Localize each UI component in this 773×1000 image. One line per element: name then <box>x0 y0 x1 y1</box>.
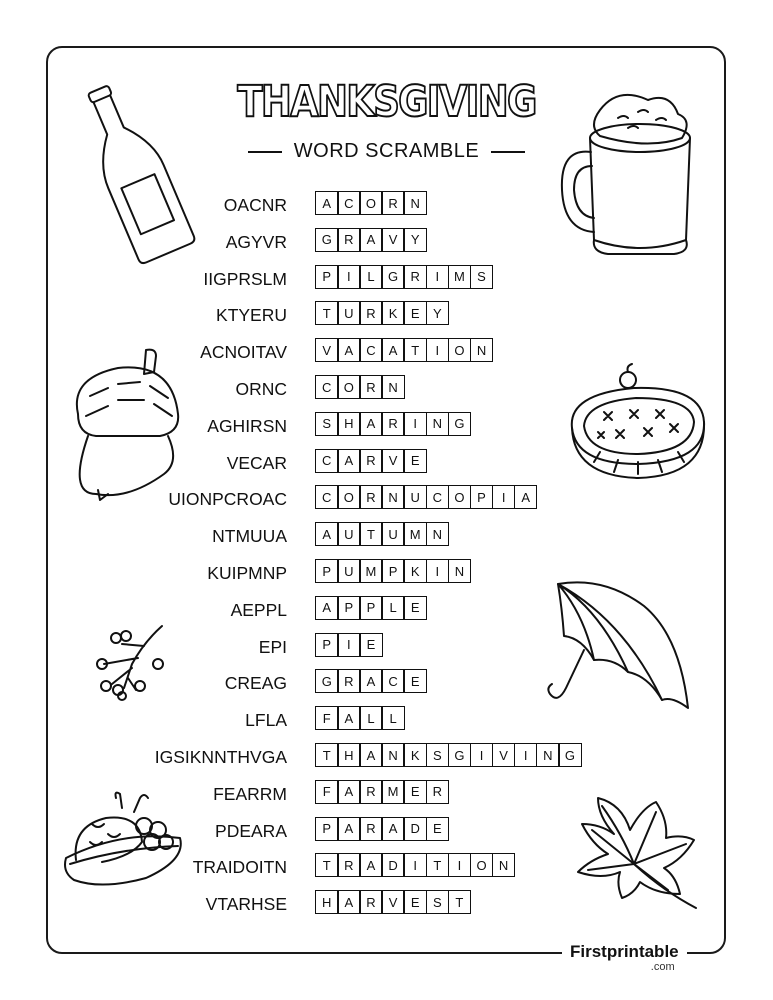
letter-box: P <box>470 485 494 509</box>
letter-box: I <box>426 559 450 583</box>
letter-box: I <box>492 485 516 509</box>
letter-box: S <box>470 265 494 289</box>
letter-box: A <box>337 706 361 730</box>
answer-boxes <box>315 191 426 215</box>
umbrella-icon <box>544 580 694 720</box>
letter-box: F <box>315 706 339 730</box>
letter-box: E <box>359 633 383 657</box>
letter-box: S <box>426 890 450 914</box>
scrambled-word: NTMUUA <box>212 526 287 547</box>
mug-icon <box>558 90 708 260</box>
word-row <box>0 743 773 771</box>
letter-box: P <box>359 596 383 620</box>
letter-box: R <box>359 890 383 914</box>
letter-box: D <box>403 817 427 841</box>
answer-boxes <box>315 633 381 657</box>
letter-box: Y <box>426 301 450 325</box>
letter-box: A <box>359 853 383 877</box>
letter-box: O <box>337 485 361 509</box>
letter-box: A <box>337 817 361 841</box>
scrambled-word: UIONPCROAC <box>168 489 287 510</box>
letter-box: A <box>337 890 361 914</box>
letter-box: T <box>359 522 383 546</box>
scrambled-word: AGYVR <box>225 231 287 252</box>
letter-box: R <box>359 301 383 325</box>
answer-boxes <box>315 338 492 362</box>
answer-boxes <box>315 301 448 325</box>
letter-box: C <box>426 485 450 509</box>
answer-boxes <box>315 412 470 436</box>
letter-box: P <box>315 817 339 841</box>
letter-box: P <box>337 596 361 620</box>
brand-logo <box>562 942 687 973</box>
letter-box: I <box>426 338 450 362</box>
scrambled-word: VECAR <box>226 452 287 473</box>
worksheet-title: THANKSGIVING <box>237 77 536 127</box>
letter-box: N <box>426 412 450 436</box>
letter-box: A <box>315 522 339 546</box>
acorn-icon <box>68 344 188 504</box>
letter-box: U <box>337 522 361 546</box>
scrambled-word: TRAIDOITN <box>192 857 287 878</box>
letter-box: G <box>315 669 339 693</box>
word-row <box>0 265 773 293</box>
letter-box: G <box>448 743 472 767</box>
answer-boxes <box>315 522 448 546</box>
letter-box: I <box>448 853 472 877</box>
letter-box: T <box>315 301 339 325</box>
letter-box: C <box>315 449 339 473</box>
letter-box: C <box>315 375 339 399</box>
letter-box: U <box>337 559 361 583</box>
letter-box: H <box>337 412 361 436</box>
letter-box: S <box>426 743 450 767</box>
word-row <box>0 522 773 550</box>
letter-box: S <box>315 412 339 436</box>
scrambled-word: EPI <box>258 636 287 657</box>
letter-box: I <box>470 743 494 767</box>
letter-box: A <box>337 449 361 473</box>
letter-box: P <box>315 559 339 583</box>
letter-box: P <box>315 265 339 289</box>
letter-box: O <box>448 338 472 362</box>
scrambled-word: KTYERU <box>216 305 287 326</box>
letter-box: E <box>403 449 427 473</box>
letter-box: D <box>381 853 405 877</box>
pie-icon <box>564 366 714 496</box>
answer-boxes <box>315 265 492 289</box>
letter-box: O <box>470 853 494 877</box>
letter-box: P <box>315 633 339 657</box>
letter-box: M <box>403 522 427 546</box>
answer-boxes <box>315 706 403 730</box>
answer-boxes <box>315 485 536 509</box>
scrambled-word: IGSIKNNTHVGA <box>154 747 287 767</box>
letter-box: C <box>359 338 383 362</box>
word-row <box>0 301 773 329</box>
letter-box: V <box>492 743 516 767</box>
letter-box: G <box>315 228 339 252</box>
answer-boxes <box>315 669 426 693</box>
letter-box: T <box>315 853 339 877</box>
letter-box: E <box>403 780 427 804</box>
worksheet-subtitle: WORD SCRAMBLE <box>293 140 480 162</box>
letter-box: E <box>426 817 450 841</box>
letter-box: Y <box>403 228 427 252</box>
letter-box: V <box>381 449 405 473</box>
scrambled-word: IIGPRSLM <box>203 268 287 289</box>
letter-box: I <box>514 743 538 767</box>
letter-box: T <box>426 853 450 877</box>
letter-box: T <box>315 743 339 767</box>
letter-box: T <box>403 338 427 362</box>
bottle-icon <box>84 82 204 262</box>
letter-box: N <box>492 853 516 877</box>
letter-box: A <box>337 338 361 362</box>
letter-box: U <box>403 485 427 509</box>
letter-box: R <box>359 780 383 804</box>
scrambled-word: CREAG <box>224 673 287 694</box>
letter-box: A <box>359 669 383 693</box>
letter-box: R <box>359 485 383 509</box>
letter-box: P <box>381 559 405 583</box>
letter-box: K <box>381 301 405 325</box>
scrambled-word: AEPPL <box>230 599 287 620</box>
letter-box: I <box>403 412 427 436</box>
letter-box: A <box>359 412 383 436</box>
letter-box: G <box>558 743 582 767</box>
scrambled-word: FEARRM <box>213 783 287 804</box>
letter-box: H <box>337 743 361 767</box>
scrambled-word: PDEARA <box>215 820 287 841</box>
letter-box: R <box>359 449 383 473</box>
letter-box: R <box>337 853 361 877</box>
letter-box: G <box>381 265 405 289</box>
letter-box: O <box>359 191 383 215</box>
letter-box: E <box>403 596 427 620</box>
letter-box: C <box>337 191 361 215</box>
letter-box: O <box>337 375 361 399</box>
letter-box: I <box>337 265 361 289</box>
letter-box: V <box>381 890 405 914</box>
turkey-dish-icon <box>62 790 188 894</box>
letter-box: N <box>381 485 405 509</box>
answer-boxes <box>315 449 426 473</box>
letter-box: N <box>381 375 405 399</box>
letter-box: N <box>403 191 427 215</box>
letter-box: A <box>337 780 361 804</box>
letter-box: L <box>381 706 405 730</box>
scrambled-word: VTARHSE <box>205 894 287 915</box>
letter-box: R <box>381 191 405 215</box>
letter-box: C <box>315 485 339 509</box>
leaf-icon <box>572 794 702 912</box>
scrambled-word: ORNC <box>235 379 287 399</box>
answer-boxes <box>315 596 426 620</box>
berries-icon <box>92 624 172 700</box>
letter-box: I <box>337 633 361 657</box>
letter-box: H <box>315 890 339 914</box>
letter-box: E <box>403 301 427 325</box>
letter-box: M <box>381 780 405 804</box>
letter-box: I <box>426 265 450 289</box>
letter-box: U <box>337 301 361 325</box>
answer-boxes <box>315 375 403 399</box>
letter-box: R <box>337 228 361 252</box>
letter-box: T <box>448 890 472 914</box>
letter-box: A <box>381 817 405 841</box>
letter-box: N <box>381 743 405 767</box>
letter-box: N <box>536 743 560 767</box>
letter-box: N <box>470 338 494 362</box>
answer-boxes <box>315 817 448 841</box>
letter-box: C <box>381 669 405 693</box>
letter-box: A <box>315 191 339 215</box>
subtitle-dash-left <box>248 151 282 153</box>
letter-box: F <box>315 780 339 804</box>
scrambled-word: LFLA <box>245 710 287 731</box>
letter-box: V <box>315 338 339 362</box>
subtitle-dash-right <box>491 151 525 153</box>
letter-box: M <box>359 559 383 583</box>
letter-box: K <box>403 559 427 583</box>
letter-box: A <box>359 228 383 252</box>
letter-box: E <box>403 890 427 914</box>
letter-box: A <box>514 485 538 509</box>
answer-boxes <box>315 559 470 583</box>
letter-box: N <box>448 559 472 583</box>
answer-boxes <box>315 890 470 914</box>
scrambled-word: OACNR <box>223 195 287 215</box>
letter-box: I <box>403 853 427 877</box>
answer-boxes <box>315 743 580 767</box>
letter-box: M <box>448 265 472 289</box>
brand-tld: .com <box>650 961 675 973</box>
letter-box: R <box>337 669 361 693</box>
letter-box: N <box>426 522 450 546</box>
letter-box: L <box>381 596 405 620</box>
answer-boxes <box>315 228 426 252</box>
letter-box: G <box>448 412 472 436</box>
letter-box: O <box>448 485 472 509</box>
scrambled-word: ACNOITAV <box>200 342 287 363</box>
letter-box: R <box>381 412 405 436</box>
letter-box: R <box>359 375 383 399</box>
letter-box: R <box>403 265 427 289</box>
letter-box: E <box>403 669 427 693</box>
letter-box: K <box>403 743 427 767</box>
letter-box: L <box>359 706 383 730</box>
scrambled-word: AGHIRSN <box>207 415 287 436</box>
letter-box: V <box>381 228 405 252</box>
answer-boxes <box>315 780 448 804</box>
letter-box: A <box>381 338 405 362</box>
letter-box: A <box>359 743 383 767</box>
letter-box: L <box>359 265 383 289</box>
scrambled-word: KUIPMNP <box>207 563 287 583</box>
letter-box: A <box>315 596 339 620</box>
letter-box: U <box>381 522 405 546</box>
letter-box: R <box>359 817 383 841</box>
answer-boxes <box>315 853 514 877</box>
letter-box: R <box>426 780 450 804</box>
brand-name: Firstprintable <box>570 942 679 961</box>
